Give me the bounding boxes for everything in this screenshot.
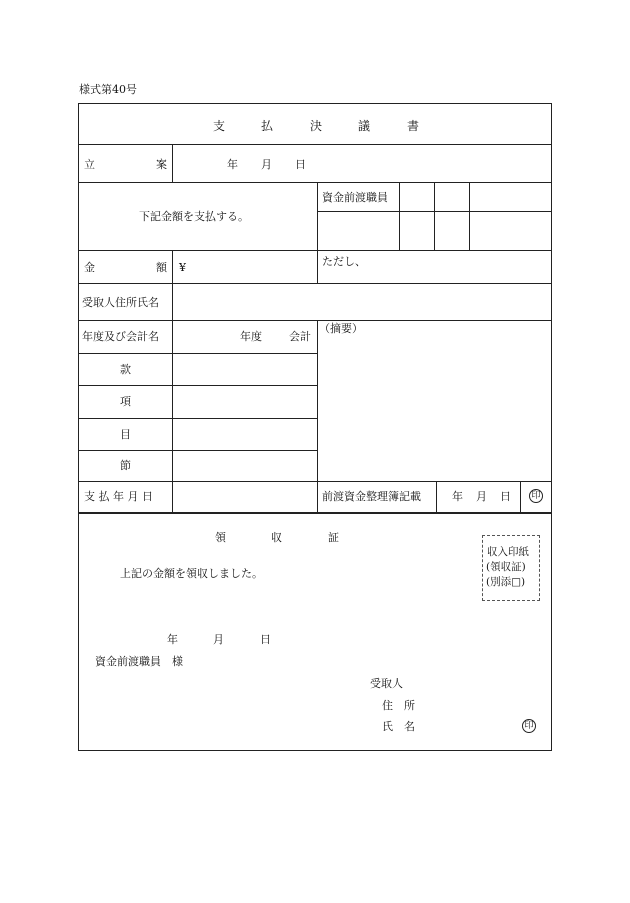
rikian-day: 日 (295, 158, 306, 171)
receipt-title-char: 収 (271, 531, 282, 544)
budget-kan: 款 (120, 363, 131, 376)
receipt-title-char: 領 (215, 531, 226, 544)
staff-label: 資金前渡職員 (322, 191, 388, 204)
receipt-title-char: 証 (328, 531, 339, 544)
fiscal-kaikei: 会計 (289, 330, 311, 343)
name-label: 氏 名 (382, 720, 415, 733)
stamp-line2: (領収証) (486, 561, 526, 573)
title-char: 議 (358, 119, 371, 133)
receipt-text: 上記の金額を領収しました。 (120, 567, 263, 580)
stamp-line3: (別添□) (486, 576, 526, 588)
fiscal-nendo: 年度 (240, 330, 262, 343)
rikian-label: 立 (84, 158, 95, 171)
title-char: 支 (213, 119, 226, 133)
receipt-day: 日 (260, 633, 271, 646)
stamp-line3-text: 別添□ (490, 576, 522, 588)
yen-sign: ¥ (179, 261, 186, 274)
payment-statement: 下記金額を支払する。 (139, 210, 249, 223)
ledger-day: 日 (500, 490, 511, 503)
title-char: 払 (261, 119, 274, 133)
tadashi-label: ただし、 (322, 255, 366, 268)
amount-label: 額 (156, 261, 167, 274)
seal-mark: 印 (522, 719, 536, 733)
fiscal-label: 年度及び会計名 (82, 330, 159, 343)
ledger-month: 月 (476, 490, 487, 503)
address-label: 住 所 (382, 699, 415, 712)
payment-date-label: 支 払 年 月 日 (84, 490, 153, 503)
ledger-label: 前渡資金整理簿記載 (322, 490, 421, 503)
receipt-addressee: 資金前渡職員 様 (95, 655, 183, 668)
tekiyo-label: （摘要） (319, 322, 363, 335)
title-char: 決 (310, 119, 323, 133)
budget-moku: 目 (120, 428, 131, 441)
rikian-label: 案 (156, 158, 167, 171)
payee-label: 受取人住所氏名 (82, 296, 159, 309)
stamp-line2-text: 領収証 (490, 561, 522, 573)
budget-kou: 項 (120, 395, 131, 408)
ledger-year: 年 (452, 490, 463, 503)
receipt-year: 年 (167, 633, 178, 646)
budget-setsu: 節 (120, 459, 131, 472)
receipt-month: 月 (213, 633, 224, 646)
payment-decision-form (78, 103, 552, 751)
rikian-month: 月 (261, 158, 272, 171)
rikian-year: 年 (227, 158, 238, 171)
recipient-label: 受取人 (370, 677, 403, 690)
stamp-line1: 収入印紙 (487, 546, 529, 558)
title-char: 書 (407, 119, 420, 133)
seal-mark: 印 (529, 489, 543, 503)
amount-label: 金 (84, 261, 95, 274)
form-number: 様式第40号 (79, 83, 137, 96)
